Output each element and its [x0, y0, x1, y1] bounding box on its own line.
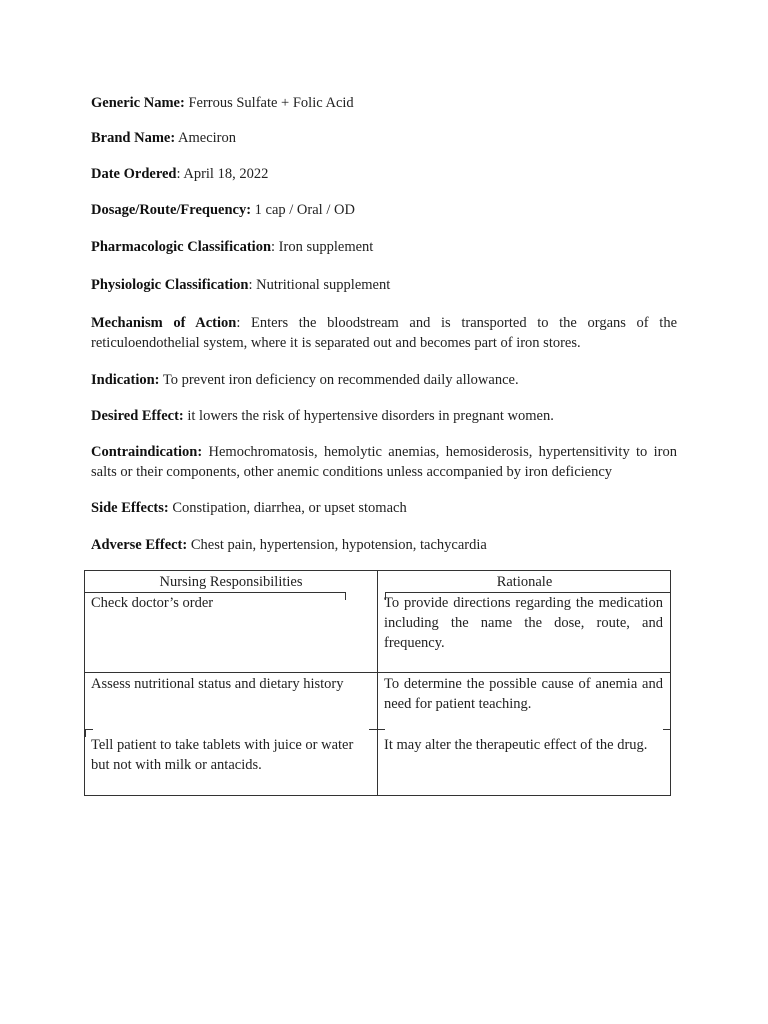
- column-divider: [377, 571, 378, 795]
- header-rationale: Rationale: [496, 574, 553, 590]
- physiologic-field: [91, 275, 677, 295]
- mechanism-value: : Enters the bloodstream and is transported to the organs of the reticuloendothelial system, where it is separated out and becomes part of iron stores.: [91, 315, 678, 351]
- indication-field: [91, 370, 677, 390]
- date-ordered-label: Date Ordered: [91, 166, 177, 182]
- contraindication-field: [91, 442, 677, 482]
- mechanism-label: Mechanism of Action: [91, 315, 237, 331]
- brand-name-field: [91, 128, 677, 148]
- indication-value: To prevent iron deficiency on recommended daily allowance.: [159, 372, 519, 388]
- contraindication-label: Contraindication:: [91, 444, 203, 460]
- dosage-field: [91, 200, 677, 220]
- date-ordered-field: [91, 164, 677, 184]
- header-nursing-responsibilities: Nursing Responsibilities: [159, 574, 303, 590]
- adverse-effect-label: Adverse Effect:: [91, 537, 188, 553]
- row-2-rationale: To determine the possible cause of anemia and need for patient teaching.: [384, 676, 663, 712]
- indication-label: Indication:: [91, 372, 160, 388]
- row-divider: [663, 729, 671, 730]
- brand-name-label: Brand Name:: [91, 130, 176, 146]
- row-2-responsibility: Assess nutritional status and dietary history: [91, 676, 344, 692]
- generic-name-field: [91, 93, 677, 113]
- physiologic-value: : Nutritional supplement: [248, 277, 391, 293]
- side-effects-value: Constipation, diarrhea, or upset stomach: [168, 500, 407, 516]
- desired-effect-field: [91, 406, 677, 426]
- mechanism-field: [91, 313, 677, 353]
- row-divider: [85, 729, 93, 730]
- row-divider-tick: [377, 729, 378, 737]
- desired-effect-value: it lowers the risk of hypertensive disorders in pregnant women.: [183, 408, 554, 424]
- side-effects-field: [91, 498, 677, 518]
- row-1-responsibility: Check doctor’s order: [91, 595, 214, 611]
- contraindication-value: Hemochromatosis, hemolytic anemias, hemosiderosis, hypertensitivity to iron salts or their components, other anemic conditions unless accompanied by iron deficiency: [91, 444, 677, 480]
- generic-name-label: Generic Name:: [91, 95, 185, 111]
- dosage-label: Dosage/Route/Frequency:: [91, 202, 252, 218]
- nursing-table: [84, 570, 671, 796]
- row-divider-tick: [85, 729, 86, 737]
- row-1-rationale: To provide directions regarding the medication including the name the dose, route, and frequency.: [384, 595, 663, 651]
- row-3-responsibility: Tell patient to take tablets with juice or water but not with milk or antacids.: [91, 737, 354, 773]
- dosage-value: 1 cap / Oral / OD: [251, 202, 355, 218]
- row-divider: [369, 729, 385, 730]
- desired-effect-label: Desired Effect:: [91, 408, 184, 424]
- pharmacologic-field: [91, 237, 677, 257]
- row-3-rationale: It may alter the therapeutic effect of the drug.: [384, 737, 648, 753]
- pharmacologic-value: : Iron supplement: [271, 239, 374, 255]
- row-divider-tick: [670, 729, 671, 737]
- side-effects-label: Side Effects:: [91, 500, 169, 516]
- adverse-effect-value: Chest pain, hypertension, hypotension, tachycardia: [187, 537, 487, 553]
- physiologic-label: Physiologic Classification: [91, 277, 249, 293]
- date-ordered-value: : April 18, 2022: [176, 166, 269, 182]
- generic-name-value: Ferrous Sulfate + Folic Acid: [184, 95, 354, 111]
- brand-name-value: Ameciron: [175, 130, 236, 146]
- row-divider: [85, 672, 671, 673]
- pharmacologic-label: Pharmacologic Classification: [91, 239, 272, 255]
- adverse-effect-field: [91, 535, 677, 555]
